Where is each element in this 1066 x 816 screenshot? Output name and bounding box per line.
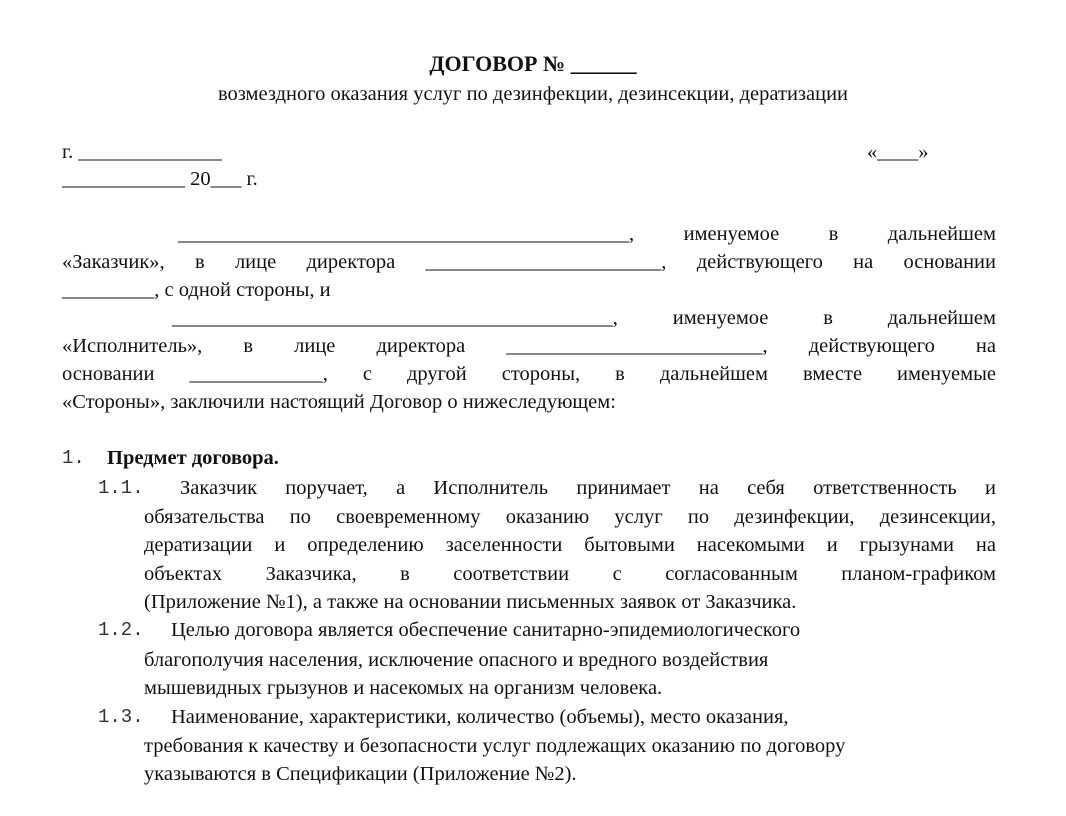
day-line: «____» bbox=[867, 141, 929, 163]
item-line: обязательства по своевременному оказанию услуг по дезинфекции, дезинсекции, bbox=[144, 506, 996, 528]
contractor-line-3: основании _____________, с другой стороны, в дальнейшем вместе именуемые bbox=[62, 363, 996, 385]
document-subtitle: возмездного оказания услуг по дезинфекции, дезинсекции, дератизации bbox=[217, 83, 849, 105]
item-line: объектах Заказчика, в соответствии с согласованным планом-графиком bbox=[144, 563, 996, 585]
item-line: указываются в Спецификации (Приложение №2). bbox=[144, 763, 577, 785]
item-line: Наименование, характеристики, количество (объемы), место оказания, bbox=[171, 706, 789, 728]
contractor-line-4: «Стороны», заключили настоящий Договор о нижеследующем: bbox=[62, 391, 616, 413]
section-heading: Предмет договора. bbox=[107, 447, 279, 469]
item-line: Целью договора является обеспечение санитарно-эпидемиологического bbox=[171, 619, 801, 641]
section-number: 1. bbox=[62, 447, 85, 469]
customer-line-3: _________, с одной стороны, и bbox=[62, 279, 331, 301]
city-line: г. ______________ bbox=[62, 141, 222, 163]
item-line: (Приложение №1), а также на основании письменных заявок от Заказчика. bbox=[144, 591, 797, 613]
year-line: ____________ 20___ г. bbox=[62, 168, 258, 190]
customer-line-2: «Заказчик», в лице директора _______________________, действующего на основании bbox=[62, 251, 996, 273]
contractor-line-1: ___________________________________________, именуемое в дальнейшем bbox=[172, 307, 996, 329]
item-number: 1.2. bbox=[98, 619, 144, 641]
item-line: Заказчик поручает, а Исполнитель принимает на себя ответственность и bbox=[180, 477, 996, 499]
document-title: ДОГОВОР № ______ bbox=[429, 51, 637, 76]
item-line: требования к качеству и безопасности услуг подлежащих оказанию по договору bbox=[144, 735, 846, 757]
item-line: мышевидных грызунов и насекомых на организм человека. bbox=[144, 677, 663, 699]
item-number: 1.1. bbox=[98, 477, 144, 499]
item-line: благополучия населения, исключение опасного и вредного воздействия bbox=[144, 649, 769, 671]
contractor-line-2: «Исполнитель», в лице директора _________________________, действующего на bbox=[62, 335, 996, 357]
item-number: 1.3. bbox=[98, 706, 144, 728]
item-line: дератизации и определению заселенности бытовыми насекомыми и грызунами на bbox=[144, 534, 996, 556]
customer-line-1: ____________________________________________, именуемое в дальнейшем bbox=[178, 223, 996, 245]
